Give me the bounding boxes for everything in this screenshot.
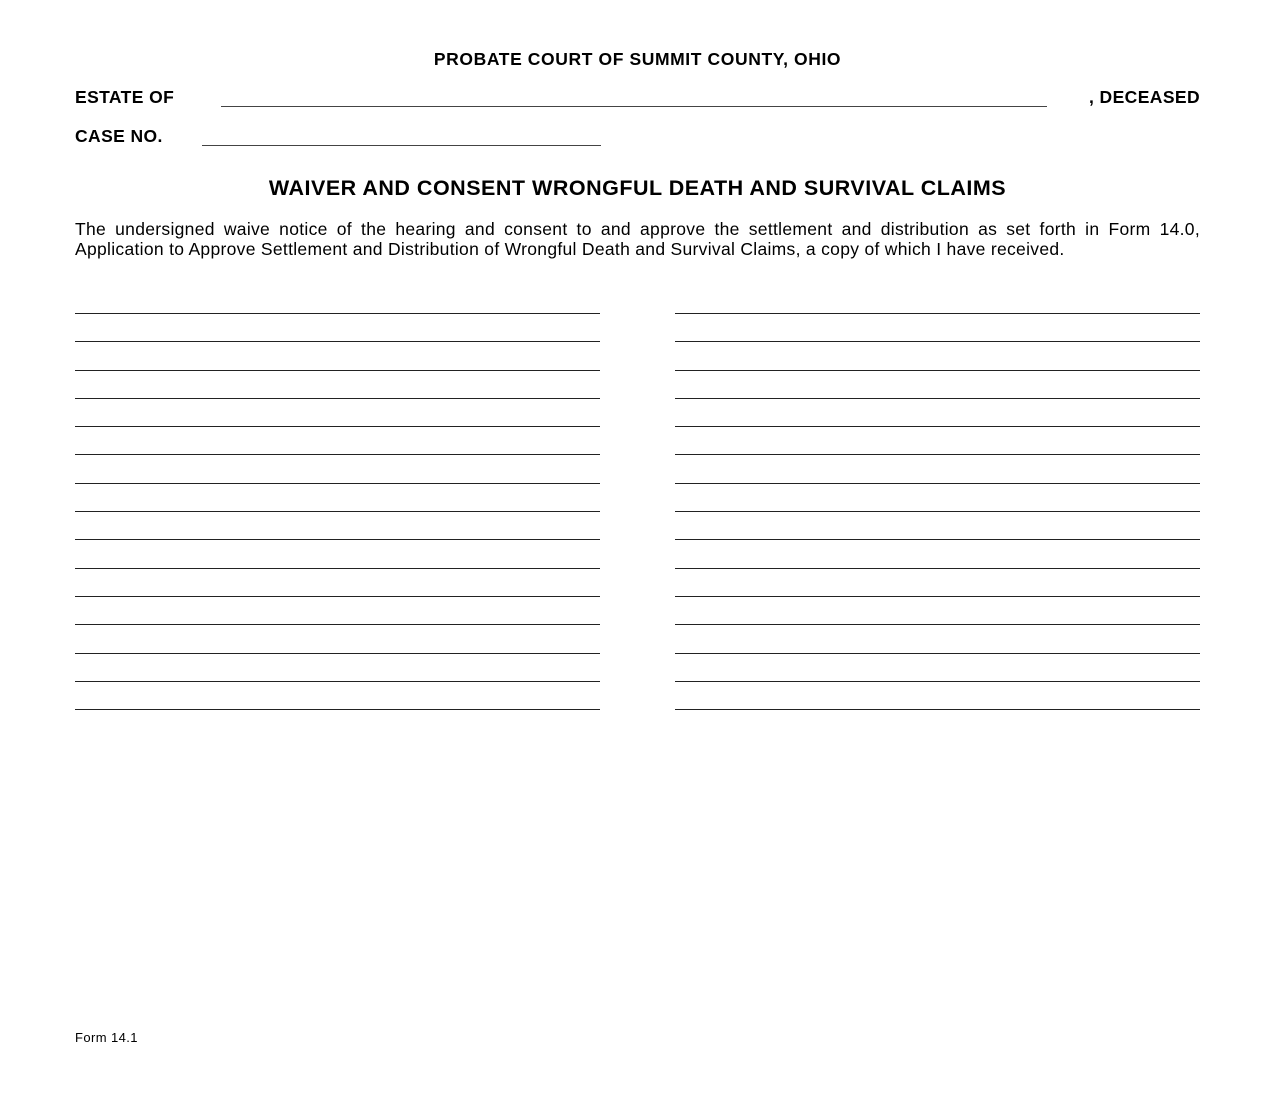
document-title: WAIVER AND CONSENT WRONGFUL DEATH AND SURVIVAL CLAIMS [268,176,1007,200]
deceased-label: , DECEASED [1089,87,1200,107]
signature-line[interactable] [75,398,600,399]
signature-line[interactable] [75,483,600,484]
signature-line[interactable] [675,511,1200,512]
estate-name-field[interactable] [221,106,1047,107]
signature-line[interactable] [675,624,1200,625]
court-heading: PROBATE COURT OF SUMMIT COUNTY, OHIO [433,49,842,69]
signature-line[interactable] [675,568,1200,569]
case-number-field[interactable] [202,145,601,146]
form-number: Form 14.1 [75,1030,138,1045]
signature-line[interactable] [675,313,1200,314]
estate-of-row [75,87,1200,111]
case-number-label: CASE NO. [75,126,163,146]
signature-line[interactable] [675,341,1200,342]
signature-line[interactable] [675,370,1200,371]
signature-line[interactable] [75,709,600,710]
signature-column-right [675,313,1200,737]
signature-line[interactable] [675,709,1200,710]
signature-line[interactable] [75,313,600,314]
signature-line[interactable] [75,341,600,342]
signature-line[interactable] [75,568,600,569]
signature-line[interactable] [675,483,1200,484]
signature-line[interactable] [675,681,1200,682]
case-number-row [75,126,635,150]
waiver-paragraph: The undersigned waive notice of the hearing and consent to and approve the settlement and distribution as set forth in Form 14.0, Application to Approve Settlement and Distribution of Wrongful Death and Survival Claims, a copy of which I have received. [75,219,1200,259]
signature-line[interactable] [75,454,600,455]
signature-line[interactable] [75,539,600,540]
signature-line[interactable] [675,653,1200,654]
signature-line[interactable] [75,511,600,512]
signature-line[interactable] [675,454,1200,455]
signature-line[interactable] [75,624,600,625]
signature-line[interactable] [675,596,1200,597]
signature-line[interactable] [675,426,1200,427]
signature-line[interactable] [675,398,1200,399]
signature-line[interactable] [75,370,600,371]
signature-line[interactable] [675,539,1200,540]
signature-line[interactable] [75,653,600,654]
signature-line[interactable] [75,681,600,682]
signature-line[interactable] [75,426,600,427]
signature-column-left [75,313,600,737]
signature-line[interactable] [75,596,600,597]
estate-of-label: ESTATE OF [75,87,175,107]
